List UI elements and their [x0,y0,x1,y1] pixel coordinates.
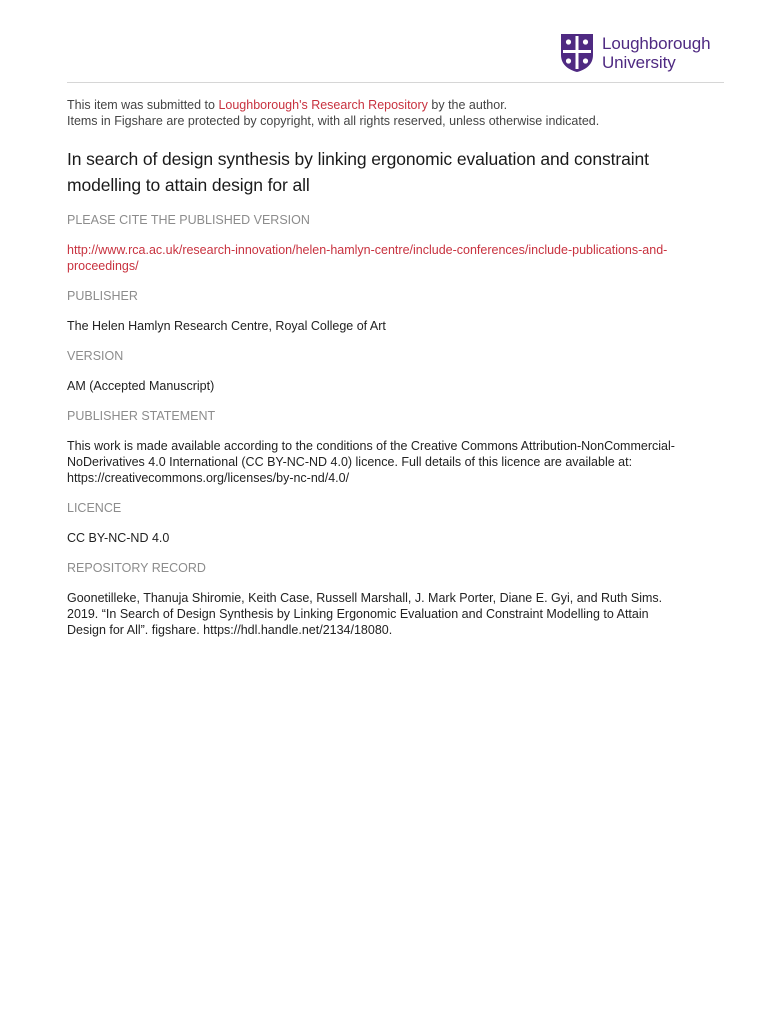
record-line2: 2019. “In Search of Design Synthesis by Linking Ergonomic Evaluation and Constraint Modelling to Attain [67,607,649,621]
version-label: VERSION [67,349,124,363]
university-logo [560,33,710,73]
record-value [67,590,727,638]
repository-link[interactable]: Loughborough's Research Repository [218,98,428,112]
submission-notice [67,97,727,129]
record-line1: Goonetilleke, Thanuja Shiromie, Keith Case, Russell Marshall, J. Mark Porter, Diane E. Gyi, and Ruth Sims. [67,591,663,605]
header-divider [67,82,724,83]
publisher-label: PUBLISHER [67,289,138,303]
licence-label: LICENCE [67,501,122,515]
document-body [67,97,727,638]
logo-line1: Loughborough [602,34,711,53]
cite-label: PLEASE CITE THE PUBLISHED VERSION [67,213,310,227]
university-crest-icon [560,33,594,73]
statement-line1: This work is made available according to the conditions of the Creative Commons Attribution-NonCommercial- [67,439,675,453]
version-value: AM (Accepted Manuscript) [67,379,215,393]
licence-value: CC BY-NC-ND 4.0 [67,531,170,545]
publisher-value: The Helen Hamlyn Research Centre, Royal College of Art [67,319,386,333]
record-line3: Design for All”. figshare. https://hdl.handle.net/2134/18080. [67,623,393,637]
notice-suffix: by the author. [427,98,508,112]
record-label: REPOSITORY RECORD [67,561,206,575]
document-title: In search of design synthesis by linking ergonomic evaluation and constraint modelling to attain design for all [67,149,649,195]
cite-link-line2[interactable]: proceedings/ [67,259,139,273]
notice-prefix: This item was submitted to [67,98,219,112]
logo-line2: University [602,53,676,72]
cite-link[interactable] [67,242,727,274]
notice-line1 [67,97,727,113]
logo-wordmark [602,34,710,72]
cite-link-line1[interactable]: http://www.rca.ac.uk/research-innovation/helen-hamlyn-centre/include-conferences/include-publications-and- [67,243,668,257]
statement-line3: https://creativecommons.org/licenses/by-nc-nd/4.0/ [67,471,350,485]
statement-label: PUBLISHER STATEMENT [67,409,216,423]
statement-value [67,438,727,486]
notice-line2: Items in Figshare are protected by copyright, with all rights reserved, unless otherwise indicated. [67,114,600,128]
statement-line2: NoDerivatives 4.0 International (CC BY-NC-ND 4.0) licence. Full details of this licence are available at: [67,455,633,469]
